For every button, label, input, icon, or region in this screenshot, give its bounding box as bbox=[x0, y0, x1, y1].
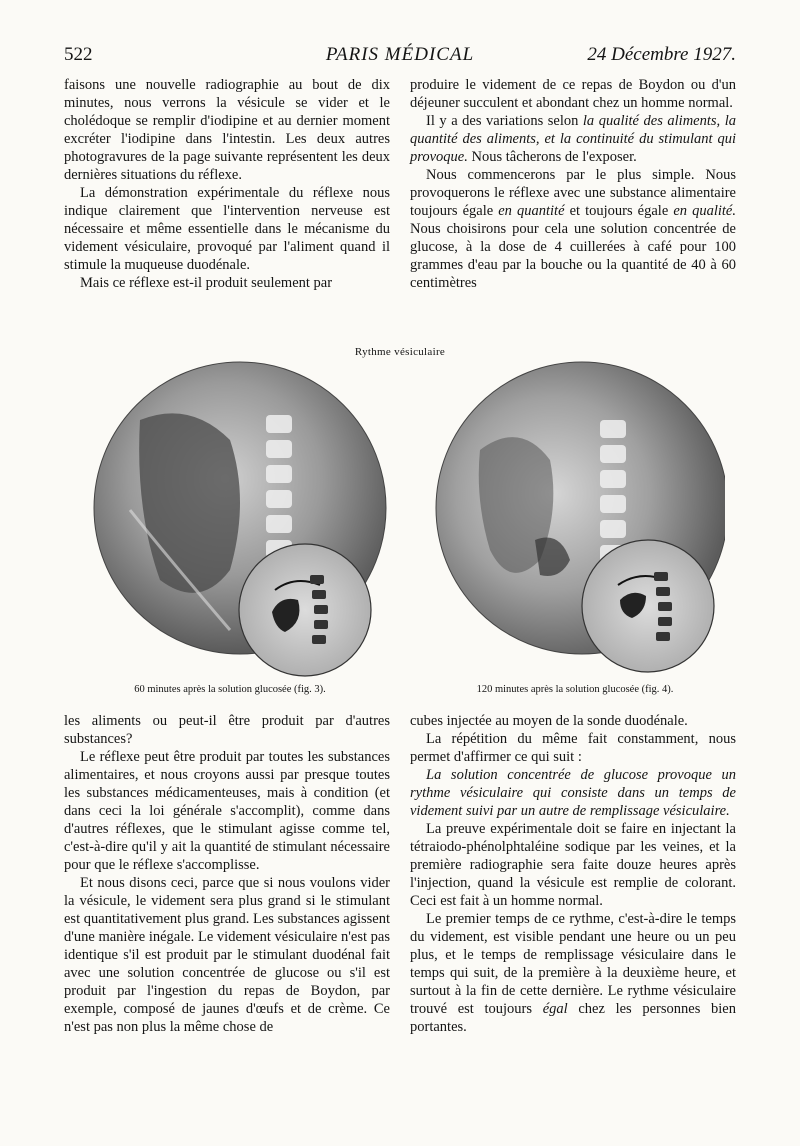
column-bottom-right bbox=[410, 712, 736, 1036]
radiograph-figures bbox=[80, 360, 725, 680]
text-run: Il y a des variations selon bbox=[426, 113, 583, 129]
paragraph: produire le videment de ce repas de Boydon ou d'un déjeuner succulent et abondant chez un homme normal. bbox=[410, 77, 736, 111]
paragraph: La preuve expérimentale doit se faire en injectant la tétraiodo-phénolphtaléine sodique par les veines, et la première radiographie sera faite douze heures après l'injection, quand la vésicule est remplie de colorant. Ceci est fait à un homme normal. bbox=[410, 821, 736, 909]
text-run: chez les personnes bien portantes. bbox=[410, 1001, 736, 1035]
paragraph: Le réflexe peut être produit par toutes les substances alimentaires, et nous croyons aussi par presque toutes les substances médicamenteuses, mais à condition (et dans ceci la loi générale s'accomplit), comme dans d'autres réflexes, que le stimulant agisse comme tel, c'est-à-dire qu'il y ait la quantité de stimulant nécessaire pour que le réflexe s'accomplisse. bbox=[64, 749, 390, 873]
text-run: Nous tâcherons de l'exposer. bbox=[467, 149, 637, 165]
emphasis: la qualité des aliments, la quantité des aliments, et la continuité du stimulant qui provoque. bbox=[410, 113, 736, 165]
figure-caption-3: 60 minutes après la solution glucosée (fig. 3). bbox=[134, 684, 326, 695]
journal-title: PARIS MÉDICAL bbox=[325, 44, 475, 65]
paragraph: faisons une nouvelle radiographie au bout de dix minutes, nous verrons la vésicule se vider et le cholédoque se remplir d'iodipine et au dernier moment excréter l'iodipine dans l'intestin. Les deux autres photogravures de la page suivante représentent les deux dernières situations du réflexe. bbox=[64, 77, 390, 183]
paragraph: Et nous disons ceci, parce que si nous voulons vider la vésicule, le videment sera plus grand si le stimulant est quantitativement plus grand. Les substances agissent d'une manière inégale. Le videment vésiculaire n'est pas identique s'il est produit par le stimulant duodénal fait avec une solution concentrée de glucose ou s'il est produit par l'ingestion du repas de Boydon, par exemple, composé de jaunes d'œufs et de crème. Ce n'est pas non plus la même chose de bbox=[64, 875, 390, 1035]
column-bottom-left bbox=[64, 712, 390, 1036]
figure-title: Rythme vésiculaire bbox=[354, 346, 446, 358]
paragraph bbox=[410, 910, 736, 1036]
paragraph bbox=[410, 112, 736, 166]
text-run: et toujours égale bbox=[564, 203, 674, 219]
paragraph: les aliments ou peut-il être produit par d'autres substances? bbox=[64, 713, 390, 747]
radiograph-fig-3 bbox=[94, 362, 386, 676]
issue-date: 24 Décembre 1927. bbox=[587, 44, 736, 65]
emphasis: en qualité. bbox=[673, 203, 736, 219]
text-run: Le premier temps de ce rythme, c'est-à-dire le temps du videment, est visible pendant une heure ou un peu plus, et le temps de remplissage vésiculaire dans le temps qui suit, de la première à la deuxième heure, et surtout à la fin de cette dernière. Le rythme vésiculaire trouvé est toujours bbox=[410, 911, 736, 1017]
paragraph: cubes injectée au moyen de la sonde duodénale. bbox=[410, 713, 688, 729]
figure-caption-4: 120 minutes après la solution glucosée (fig. 4). bbox=[476, 684, 674, 695]
text-run: Nous choisirons pour cela une solution concentrée de glucose, à la dose de 4 cuillerées à café pour 100 grammes d'eau par la bouche ou la quantité de 40 à 60 centimètres bbox=[410, 221, 736, 291]
paragraph: Mais ce réflexe est-il produit seulement par bbox=[80, 275, 333, 291]
page-number: 522 bbox=[64, 44, 93, 65]
paragraph bbox=[410, 166, 736, 292]
column-top-right bbox=[410, 76, 736, 292]
column-top-left bbox=[64, 76, 390, 292]
emphasis: La solution concentrée de glucose provoque un rythme vésiculaire qui consiste dans un temps de videment suivi par un autre de remplissage vésiculaire. bbox=[410, 767, 736, 819]
running-header bbox=[64, 44, 736, 70]
radiograph-fig-4 bbox=[436, 362, 725, 672]
paragraph bbox=[410, 766, 736, 820]
text-run: Nous commencerons par le plus simple. Nous provoquerons le réflexe avec une substance alimentaire toujours égale bbox=[410, 167, 736, 219]
emphasis: en quantité bbox=[498, 203, 565, 219]
paragraph: La répétition du même fait constamment, nous permet d'affirmer ce qui suit : bbox=[410, 731, 736, 765]
paragraph: La démonstration expérimentale du réflexe nous indique clairement que l'intervention nerveuse est nécessaire et même essentielle dans le mécanisme du videment vésiculaire, provoqué par l'aliment quand il stimule la muqueuse duodénale. bbox=[64, 185, 390, 273]
emphasis: égal bbox=[542, 1001, 568, 1017]
